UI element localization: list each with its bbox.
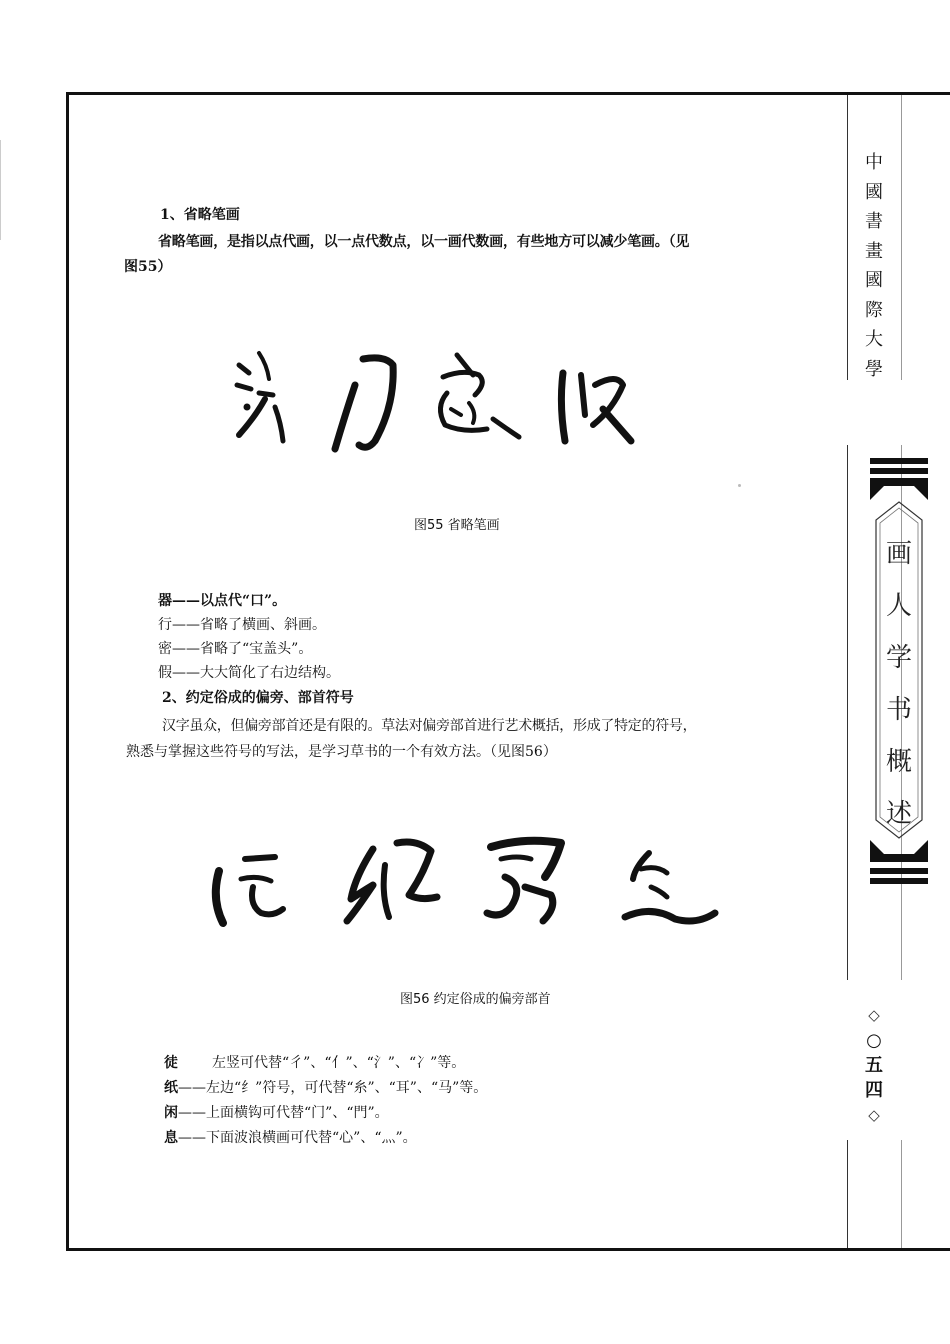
note56-text: ——左边“纟”符号，可代替“糸”、“耳”、“马”等。: [178, 1080, 488, 1096]
glyph-jia: [561, 373, 631, 441]
note56-item: [164, 1102, 389, 1122]
page-number: ◇ ○ 五 四 ◇: [859, 1003, 889, 1128]
note55-item: 密——省略了“宝盖头”。: [158, 641, 313, 657]
glyph-xi: [625, 853, 715, 921]
note55-item: 器——以点代“口”。: [158, 593, 287, 609]
note55-item: 行——省略了横画、斜画。: [158, 617, 326, 633]
note56-item: [164, 1127, 417, 1147]
note56-text: ——上面横钩可代替“门”、“門”。: [178, 1105, 389, 1121]
sidebar-rule-gap: [847, 380, 902, 445]
scan-edge-mark: [0, 140, 1, 240]
section1-heading: 1、省略笔画: [160, 207, 240, 223]
note56-item: [164, 1052, 465, 1072]
glyph-mi: [440, 355, 519, 437]
section1-paragraph-line2: 图55）: [124, 259, 172, 275]
title-top-bars: [870, 458, 928, 478]
note56-text: 左竖可代替“彳”、“亻”、“氵”、“冫”等。: [212, 1055, 466, 1071]
title-bottom-ornament: [870, 838, 928, 862]
university-name: 中 國 書 畫 國 際 大 學: [865, 152, 883, 380]
section2-paragraph-line2: 熟悉与掌握这些符号的写法，是学习草书的一个有效方法。（见图56）: [126, 744, 557, 760]
diamond-ornament: ◇: [868, 1106, 880, 1124]
section2-heading: 2、约定俗成的偏旁、部首符号: [162, 690, 354, 706]
note56-char: 徒: [164, 1055, 178, 1071]
note56-text: ——下面波浪横画可代替“心”、“灬”。: [178, 1130, 417, 1146]
glyph-zhi: [347, 842, 437, 921]
title-bottom-bars: [870, 868, 928, 888]
figure56-calligraphy: [205, 825, 725, 940]
glyph-xian: [487, 841, 561, 921]
glyph-xing: [335, 358, 393, 449]
note56-char: 闲: [164, 1105, 178, 1121]
note56-char: 息: [164, 1130, 178, 1146]
book-section-title: 画 人 学 书 概 述: [885, 539, 912, 829]
figure56-caption: 图56 约定俗成的偏旁部首: [400, 992, 551, 1007]
note56-item: [164, 1077, 487, 1097]
diamond-ornament: ◇: [868, 1006, 880, 1024]
section1-paragraph-line1: 省略笔画，是指以点代画，以一点代数点，以一画代数画，有些地方可以减少笔画。（见: [158, 234, 690, 250]
section2-paragraph-line1: 汉字虽众，但偏旁部首还是有限的。草法对偏旁部首进行艺术概括，形成了特定的符号，: [162, 718, 697, 734]
figure55-calligraphy: [225, 345, 645, 460]
title-top-ornament: [870, 478, 928, 502]
glyph-qi: [237, 353, 283, 441]
note56-char: 纸: [164, 1080, 178, 1096]
note55-item: 假——大大简化了右边结构。: [158, 665, 340, 681]
scan-speck: [738, 484, 741, 487]
figure55-caption: 图55 省略笔画: [414, 518, 500, 533]
glyph-tu: [216, 857, 283, 923]
